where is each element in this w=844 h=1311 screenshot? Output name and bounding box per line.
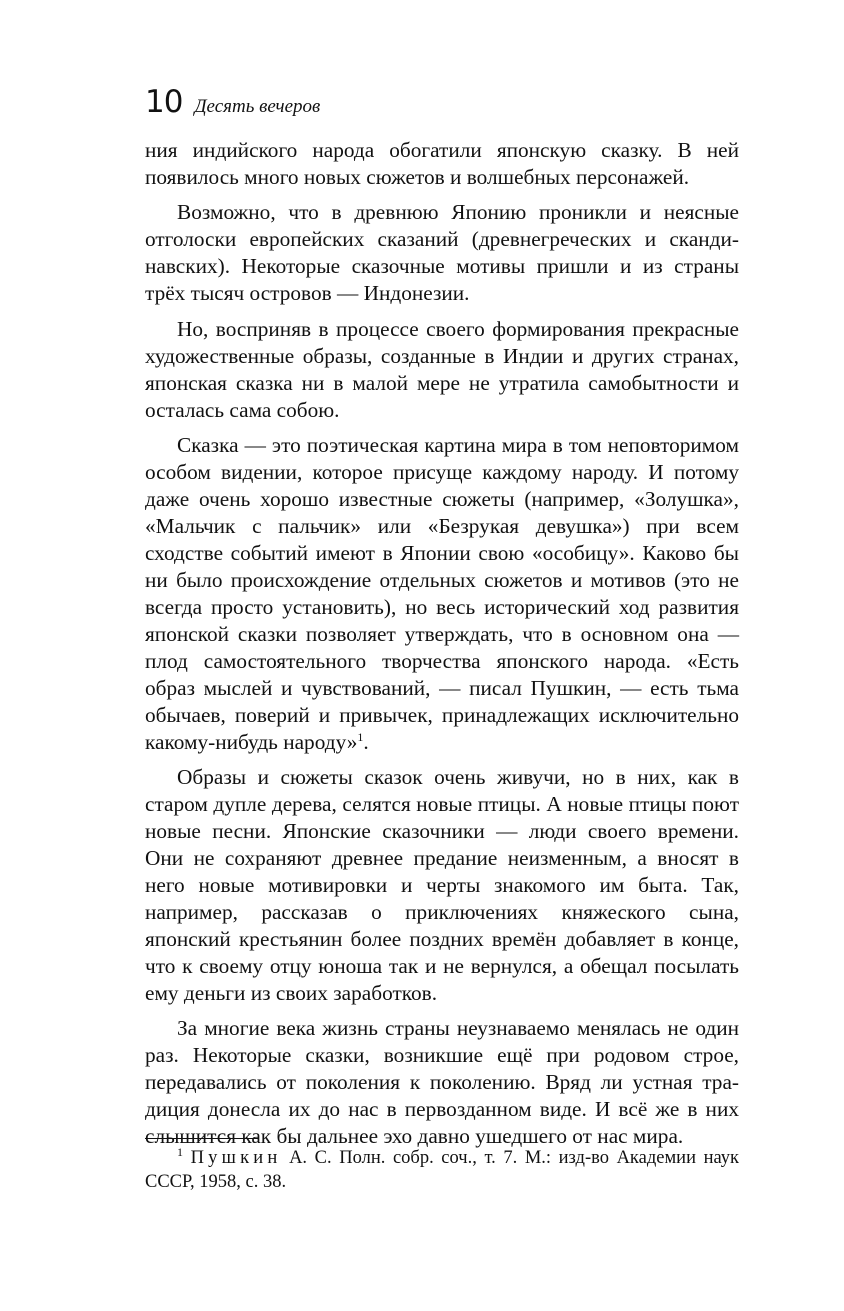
running-title: Десять вечеров: [194, 96, 321, 117]
main-text: [145, 137, 739, 1150]
footnote-divider: [145, 1138, 258, 1139]
paragraph-4-text: Сказка — это поэтическая картина мира в том неповторимом особом видении, которое присуще каждому народу. И потому даже очень хорошо известные сюжеты (например, «Золушка», «Мальчик с пальчик» или «Безрукая девушка») при всем сходстве событий имеют в Японии свою «особицу». Каково бы ни было происхождение отдельных сюжетов и мотивов (это не всегда просто установить), но весь исторический ход развития японской сказки позволяет утверждать, что в основном она — плод самостоятельного творчества японского народа. «Есть образ мыслей и чувствований, — писал Пушкин, — есть тьма обычаев, поверий и привычек, принадлежащих исключительно какому-нибудь народу»: [145, 433, 739, 754]
page-header: [145, 84, 320, 124]
paragraph-1: ния индийского народа обогатили японскую сказку. В ней появилось много новых сюжетов и волшебных персонажей.: [145, 138, 739, 189]
footnote-number: 1: [177, 1144, 183, 1159]
footnote-text: А. С. Полн. собр. соч., т. 7. М.: изд-во Академии наук СССР, 1958, с. 38.: [145, 1148, 739, 1192]
footnote-reference[interactable]: 1: [357, 729, 364, 744]
paragraph-6: За многие века жизнь страны неузнаваемо менялась не один раз. Некоторые сказки, возникшие ещё при родовом строе, передавались от поколения к поколению. Вряд ли устная традиция донесла их до нас в первозданном виде. И всё же в них слышится как бы дальнее эхо давно ушедшего от нас мира.: [145, 1016, 739, 1148]
paragraph-2: Возможно, что в древнюю Японию проникли и неясные отголоски европейских сказаний (древнегреческих и скандинавских). Некоторые сказочные мотивы пришли и из страны трёх тысяч островов — Индонезии.: [145, 200, 739, 306]
paragraph-4-end: .: [363, 729, 369, 754]
page-number: 10: [145, 84, 183, 120]
footnote-author: Пушкин: [190, 1148, 282, 1168]
footnote: [145, 1144, 739, 1194]
paragraph-4: [145, 432, 739, 755]
paragraph-3: Но, восприняв в процессе своего формирования прекрасные художественные образы, созданные в Индии и других странах, японская сказка ни в малой мере не утратила самобытности и осталась сама собою.: [145, 316, 739, 422]
paragraph-5: Образы и сюжеты сказок очень живучи, но в них, как в старом дупле дерева, селятся новые птицы. А новые птицы поют новые песни. Японские сказочники — люди своего времени. Они не сохраняют древнее предание неизменным, а вносят в него новые мотивировки и черты знакомого им быта. Так, например, рассказав о приключениях княжеского сына, японский крестьянин более поздних времён добавляет в конце, что к своему отцу юноша так и не вернулся, а обещал посылать ему деньги из своих заработков.: [145, 764, 739, 1005]
